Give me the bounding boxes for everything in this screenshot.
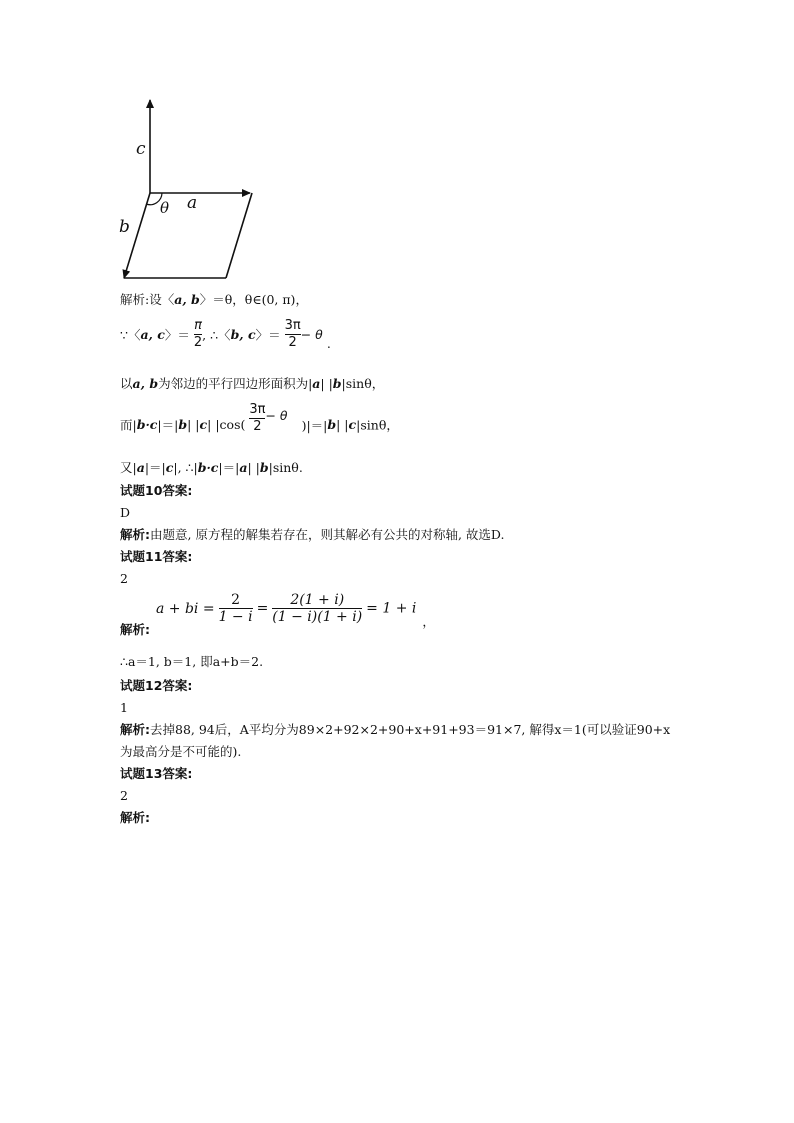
text: )|＝| (301, 417, 328, 433)
minus-theta: − θ (265, 408, 288, 423)
q11-analysis (120, 592, 435, 638)
vec-bc: b·c (197, 460, 219, 475)
vec-ab: a, b (174, 292, 200, 307)
q11-result: ∴a＝1, b＝1, 即a+b＝2. (120, 654, 264, 669)
vec-b: b (178, 417, 188, 432)
q13-heading: 试题13答案: (120, 766, 193, 781)
analysis-text: 去掉88, 94后，A平均分为89×2+92×2+90+x+91+93＝91×7, 解得x＝1(可以验证90+x (150, 722, 671, 737)
label-theta: θ (160, 199, 170, 217)
q13-answer: 2 (120, 788, 128, 803)
q12-analysis-line-1 (120, 722, 670, 738)
eq-rhs: = 1 + i (366, 600, 417, 617)
q10-heading: 试题10答案: (120, 483, 193, 498)
vec-a: a (136, 460, 145, 475)
q12-answer: 1 (120, 700, 128, 715)
q12-analysis-line-2: 为最高分是不可能的). (120, 744, 242, 759)
text: |＝| (144, 460, 166, 475)
text: 解析:设〈 (120, 292, 175, 307)
label-b: b (119, 217, 130, 237)
analysis-line-2 (120, 318, 331, 351)
analysis-line-5 (120, 460, 303, 476)
parallelogram-side-right (226, 193, 252, 278)
text: |sinθ， (356, 417, 399, 433)
q13-analysis-label: 解析: (120, 810, 150, 825)
frac-den: (1 − i)(1 + i) (272, 609, 363, 625)
frac-num: 3π (249, 402, 266, 417)
text: | | (320, 376, 333, 391)
text: 而| (120, 417, 137, 433)
q12-heading: 试题12答案: (120, 678, 193, 693)
analysis-label: 解析: (120, 527, 150, 542)
text: | | (187, 417, 200, 432)
text: 以 (120, 376, 133, 391)
eq-mid: = (256, 600, 269, 617)
fraction-3pi-over-2 (285, 318, 301, 351)
q11-answer: 2 (120, 571, 128, 586)
text: 又| (120, 460, 137, 475)
text: 〉＝θ，θ∈(0, π)， (199, 292, 308, 307)
analysis-text: 由题意, 原方程的解集若存在，则其解必有公共的对称轴, 故选D. (150, 527, 505, 542)
text: 为邻边的平行四边形面积为| (158, 376, 313, 391)
text: 〉＝ (164, 327, 190, 343)
vec-b: b (259, 460, 269, 475)
eq-lhs-text: a + bi = (155, 600, 215, 617)
vec-c: c (348, 417, 357, 432)
label-c: c (136, 139, 146, 159)
text: | | (247, 460, 260, 475)
eq-comma: ， (422, 614, 435, 629)
analysis-line-1 (120, 292, 308, 308)
fraction-pi-over-2 (194, 318, 202, 351)
eq-lhs (156, 601, 215, 617)
q10-analysis (120, 527, 504, 543)
fraction-2-over-1-minus-i (219, 592, 253, 625)
frac-num: 2 (231, 592, 241, 608)
text: |＝| (157, 417, 179, 433)
frac-num: 3π (284, 318, 301, 333)
vec-a: a (312, 376, 321, 391)
frac-den: 2 (253, 419, 262, 434)
analysis-label: 解析: (120, 622, 150, 637)
vec-ac: a, c (140, 327, 165, 342)
vec-c: c (199, 417, 208, 432)
text: |sinθ. (268, 460, 303, 475)
frac-den: 2 (288, 335, 297, 350)
text: | |cos( (207, 417, 246, 432)
vec-b: b (327, 417, 337, 432)
fraction-3pi-over-2 (249, 402, 265, 435)
text: . (326, 336, 331, 351)
vec-bc: b, c (230, 327, 256, 342)
q11-heading: 试题11答案: (120, 549, 193, 564)
minus-theta: − θ (300, 327, 323, 342)
text: |sinθ， (341, 376, 385, 391)
text: 〉＝ (255, 327, 281, 343)
text: |＝| (218, 460, 240, 475)
vec-c: c (165, 460, 174, 475)
vec-a: a (239, 460, 248, 475)
vec-bc: b·c (136, 417, 158, 432)
text: | | (336, 417, 349, 432)
q10-answer: D (120, 505, 131, 520)
analysis-label: 解析: (120, 722, 150, 737)
text: , ∴〈 (202, 327, 231, 343)
vector-figure (110, 92, 270, 288)
vec-b: b (332, 376, 342, 391)
frac-num: π (194, 318, 202, 333)
fraction-expanded (272, 592, 362, 625)
frac-den: 2 (193, 335, 203, 350)
text: ∵〈 (120, 327, 141, 343)
frac-num: 2(1 + i) (290, 592, 345, 608)
parallelogram-diagram (110, 92, 270, 288)
analysis-line-3 (120, 376, 384, 392)
analysis-line-4 (120, 402, 399, 435)
frac-den: 1 − i (218, 609, 253, 625)
label-a: a (187, 193, 198, 213)
vec-ab: a, b (132, 376, 159, 391)
text: |, ∴| (173, 460, 198, 475)
